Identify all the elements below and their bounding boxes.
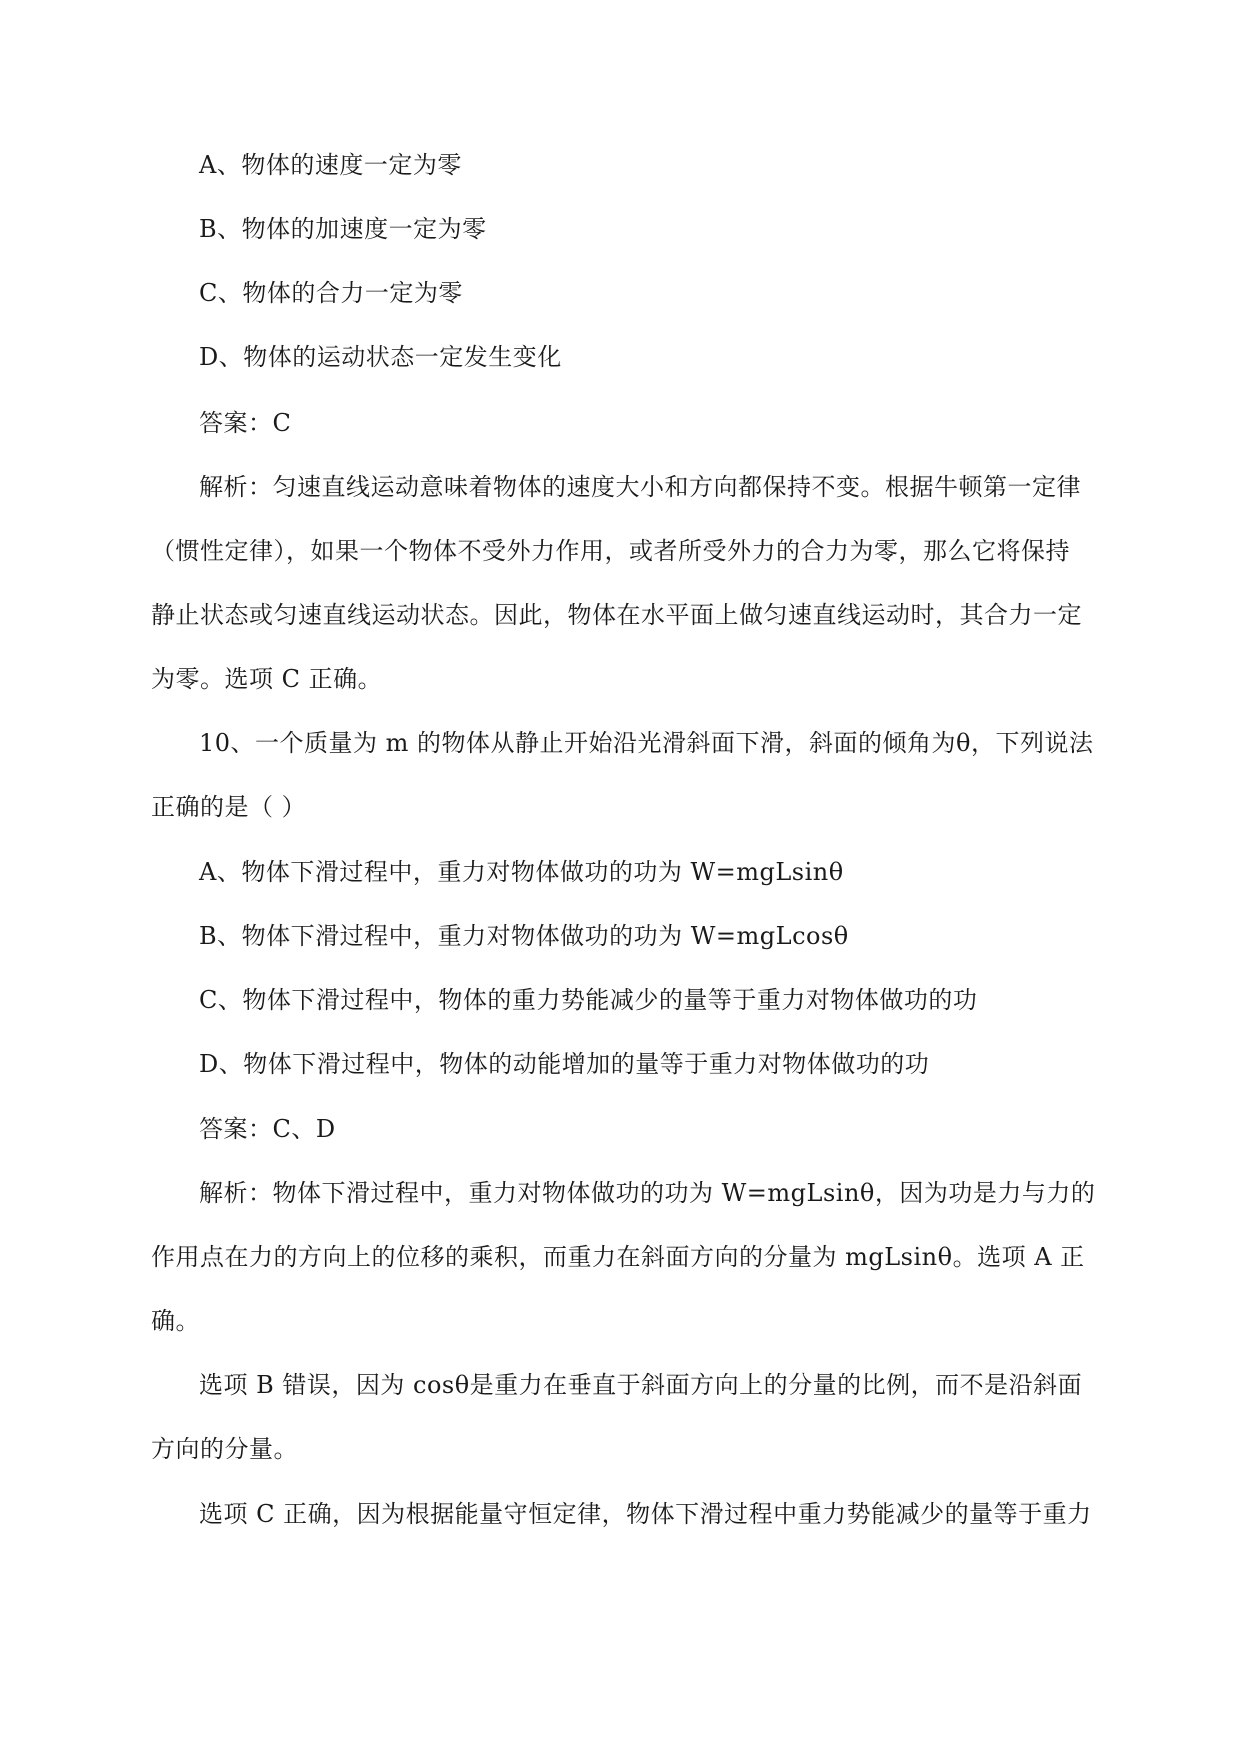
- explanation-line: 方向的分量。: [151, 1435, 298, 1463]
- option-d: D、物体的运动状态一定发生变化: [199, 343, 562, 371]
- option-c: C、物体下滑过程中，物体的重力势能减少的量等于重力对物体做功的功: [199, 986, 978, 1014]
- question-stem: 正确的是（ ）: [151, 793, 307, 821]
- explanation-line: 静止状态或匀速直线运动状态。因此，物体在水平面上做匀速直线运动时，其合力一定: [151, 601, 1082, 629]
- answer: 答案：C: [199, 409, 292, 437]
- explanation-line: 解析：物体下滑过程中，重力对物体做功的功为 W=mgLsinθ，因为功是力与力的: [199, 1179, 1096, 1207]
- option-c: C、物体的合力一定为零: [199, 279, 463, 307]
- option-a: A、物体的速度一定为零: [199, 151, 462, 179]
- explanation-line: 解析：匀速直线运动意味着物体的速度大小和方向都保持不变。根据牛顿第一定律: [199, 473, 1081, 501]
- option-d: D、物体下滑过程中，物体的动能增加的量等于重力对物体做功的功: [199, 1050, 930, 1078]
- explanation-line: 选项 C 正确，因为根据能量守恒定律，物体下滑过程中重力势能减少的量等于重力: [199, 1500, 1092, 1528]
- option-b: B、物体的加速度一定为零: [199, 215, 487, 243]
- explanation-line: （惯性定律），如果一个物体不受外力作用，或者所受外力的合力为零，那么它将保持: [151, 537, 1070, 565]
- explanation-line: 作用点在力的方向上的位移的乘积，而重力在斜面方向的分量为 mgLsinθ。选项 A 正: [151, 1243, 1085, 1271]
- explanation-line: 选项 B 错误，因为 cosθ是重力在垂直于斜面方向上的分量的比例，而不是沿斜面: [199, 1371, 1083, 1399]
- option-b: B、物体下滑过程中，重力对物体做功的功为 W=mgLcosθ: [199, 922, 849, 950]
- explanation-line: 确。: [151, 1307, 200, 1335]
- explanation-line: 为零。选项 C 正确。: [151, 665, 383, 693]
- question-stem: 10、一个质量为 m 的物体从静止开始沿光滑斜面下滑，斜面的倾角为θ，下列说法: [199, 729, 1094, 757]
- option-a: A、物体下滑过程中，重力对物体做功的功为 W=mgLsinθ: [199, 858, 844, 886]
- answer: 答案：C、D: [199, 1115, 336, 1143]
